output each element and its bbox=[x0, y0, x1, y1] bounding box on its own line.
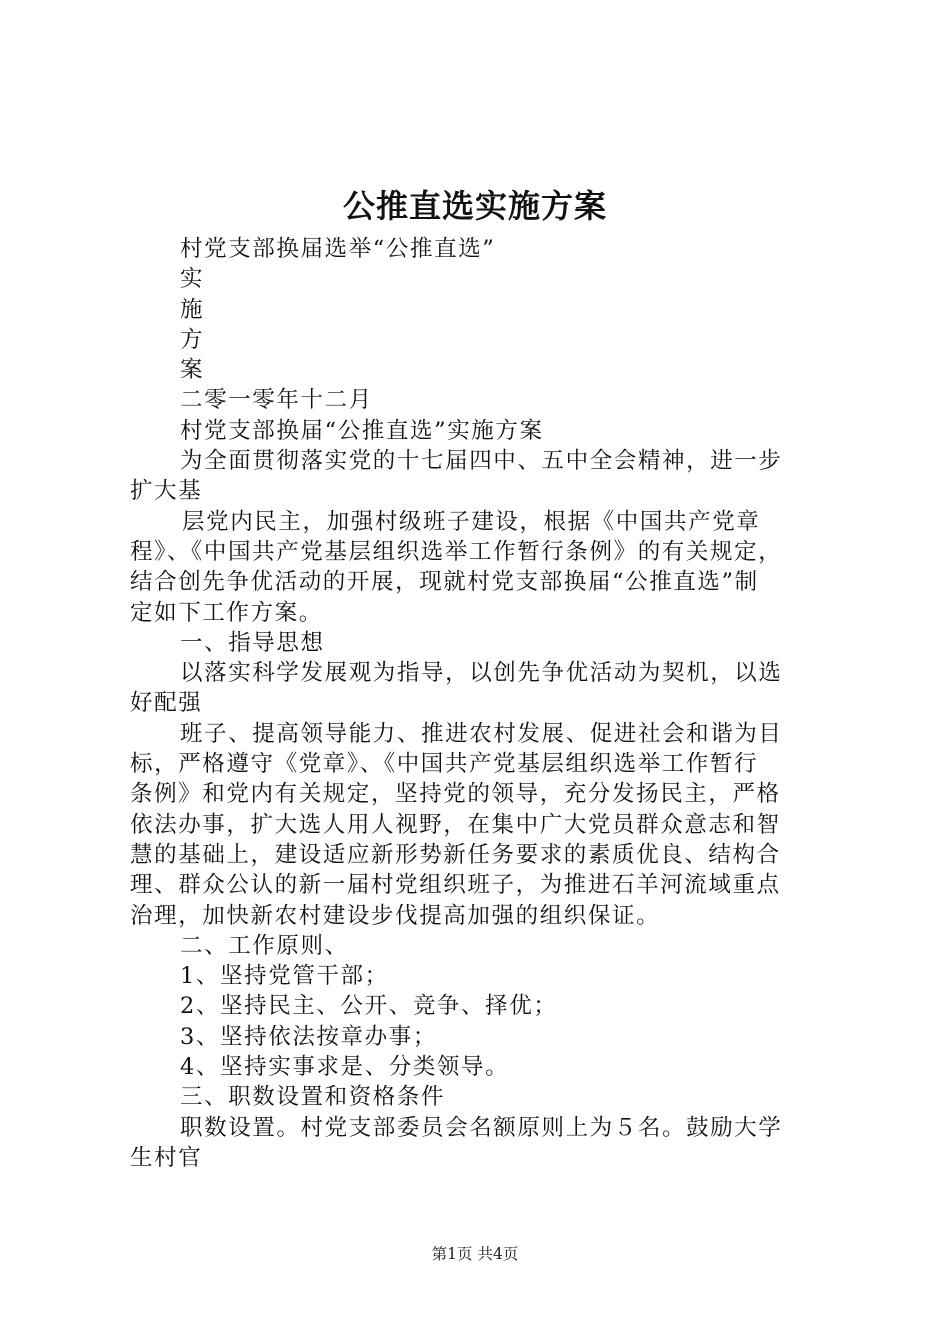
body-line: 结合创先争优活动的开展，现就村党支部换届“公推直选”制 bbox=[130, 569, 759, 596]
list-item: 1、坚持党管干部； bbox=[180, 963, 389, 990]
body-line: 慧的基础上，建设适应新形势新任务要求的素质优良、结构合 bbox=[130, 841, 781, 868]
body-line: 为全面贯彻落实党的十七届四中、五中全会精神，进一步 bbox=[180, 448, 783, 475]
body-line: 好配强 bbox=[130, 690, 203, 717]
body-line: 条例》和党内有关规定，坚持党的领导，充分发扬民主，严格 bbox=[130, 781, 781, 808]
list-item: 4、坚持实事求是、分类领导。 bbox=[180, 1054, 510, 1081]
body-line: 定如下工作方案。 bbox=[130, 599, 323, 626]
body-line: 职数设置。村党支部委员会名额原则上为５名。鼓励大学 bbox=[180, 1114, 783, 1141]
body-line: 扩大基 bbox=[130, 478, 203, 505]
body-line: 施 bbox=[180, 296, 205, 323]
document-title: 公推直选实施方案 bbox=[342, 187, 607, 225]
body-line: 治理，加快新农村建设步伐提高加强的组织保证。 bbox=[130, 902, 661, 929]
body-line: 依法办事，扩大选人用人视野，在集中广大党员群众意志和智 bbox=[130, 811, 781, 838]
body-line: 二零一零年十二月 bbox=[180, 387, 373, 414]
body-line: 班子、提高领导能力、推进农村发展、促进社会和谐为目 bbox=[180, 720, 783, 747]
body-line: 生村官 bbox=[130, 1144, 203, 1171]
body-line: 以落实科学发展观为指导，以创先争优活动为契机，以选 bbox=[180, 660, 783, 687]
section-heading: 三、职数设置和资格条件 bbox=[180, 1084, 446, 1111]
page-footer: 第1页 共4页 bbox=[431, 1245, 519, 1263]
body-line: 层党内民主，加强村级班子建设，根据《中国共产党章 bbox=[182, 508, 761, 535]
section-heading: 二、工作原则、 bbox=[180, 932, 349, 959]
section-heading: 一、指导思想 bbox=[180, 629, 325, 656]
body-line: 程》、《中国共产党基层组织选举工作暂行条例》的有关规定， bbox=[130, 538, 783, 565]
body-line: 村党支部换届选举“公推直选” bbox=[180, 236, 496, 262]
list-item: 3、坚持依法按章办事； bbox=[180, 1023, 437, 1050]
list-item: 2、坚持民主、公开、竞争、择优； bbox=[180, 993, 558, 1020]
body-line: 案 bbox=[180, 357, 205, 384]
body-line: 标，严格遵守《党章》、《中国共产党基层组织选举工作暂行 bbox=[130, 751, 759, 778]
document-body bbox=[130, 234, 832, 1173]
body-line: 方 bbox=[180, 326, 205, 353]
body-line: 村党支部换届“公推直选”实施方案 bbox=[180, 417, 544, 444]
body-line: 理、群众公认的新一届村党组织班子，为推进石羊河流域重点 bbox=[130, 872, 781, 899]
body-line: 实 bbox=[180, 266, 205, 293]
